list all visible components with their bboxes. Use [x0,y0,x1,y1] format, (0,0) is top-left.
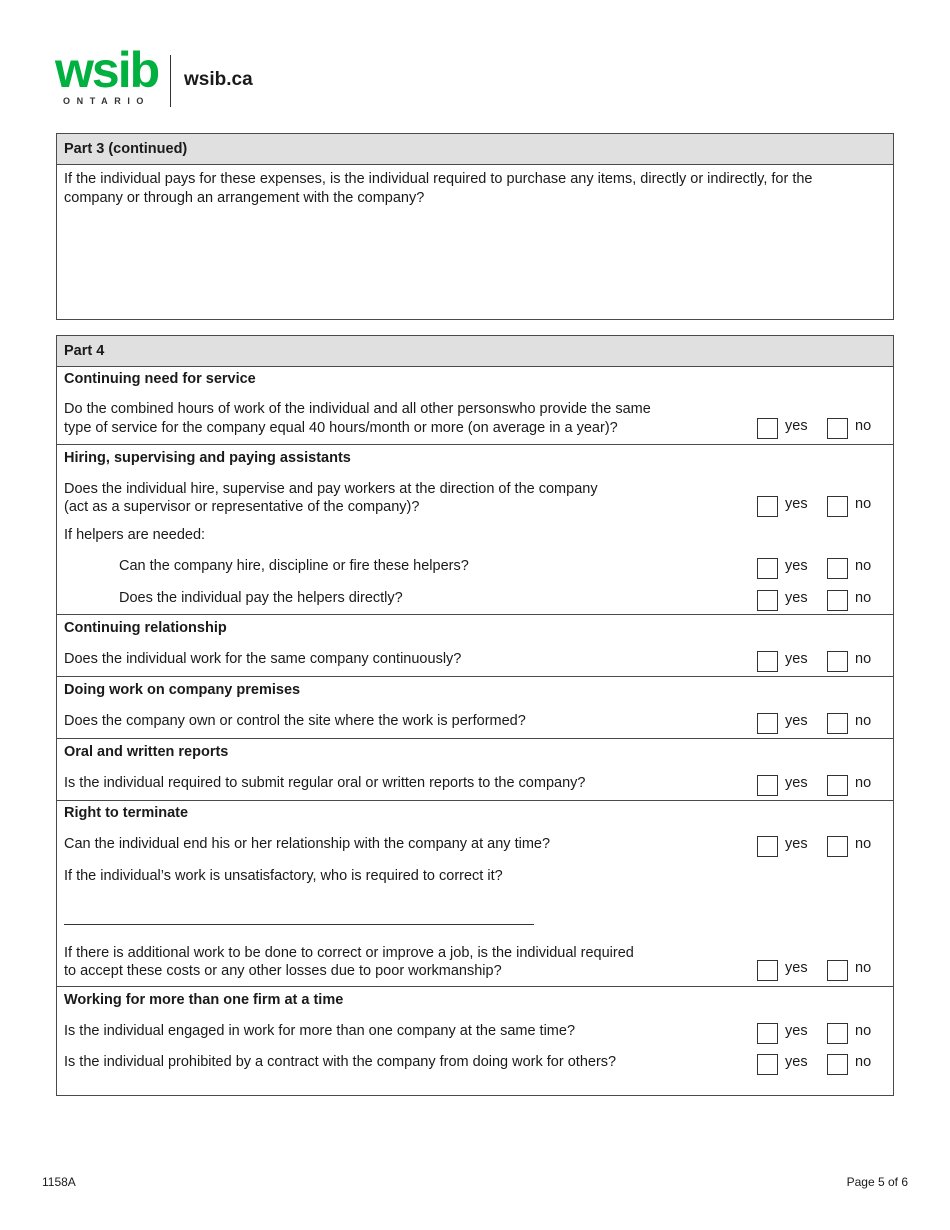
yes-label: yes [785,1023,808,1039]
yes-label: yes [785,713,808,729]
no-label: no [855,558,872,574]
no-checkbox[interactable] [827,651,848,672]
continuing-need-section [57,366,893,444]
yes-checkbox[interactable] [757,651,778,672]
question-text: Do the combined hours of work of the individual and all other personswho provide the same [64,401,651,417]
question-text: Is the individual engaged in work for more than one company at the same time? [64,1023,576,1039]
yes-checkbox[interactable] [757,496,778,517]
yes-label: yes [785,960,808,976]
part3-header [57,134,893,165]
no-label: no [855,496,872,512]
question-text: Does the individual work for the same company continuously? [64,651,462,667]
yes-label: yes [785,836,808,852]
no-label: no [855,1054,872,1070]
yes-label: yes [785,590,808,606]
part3-section [56,133,894,320]
page-number: Page 5 of 6 [846,1175,908,1189]
question-text: (act as a supervisor or representative of the company)? [64,499,420,515]
no-label: no [855,775,872,791]
yes-checkbox[interactable] [757,1023,778,1044]
no-checkbox[interactable] [827,558,848,579]
question-text: Does the individual hire, supervise and pay workers at the direction of the company [64,481,598,497]
yes-checkbox[interactable] [757,713,778,734]
section-heading: Hiring, supervising and paying assistants [64,450,351,466]
yes-label: yes [785,1054,808,1070]
section-heading: Continuing relationship [64,620,227,636]
no-checkbox[interactable] [827,1054,848,1075]
section-heading: Working for more than one firm at a time [64,992,344,1008]
no-checkbox[interactable] [827,775,848,796]
premises-section [57,676,893,739]
logo-divider [170,55,171,107]
no-checkbox[interactable] [827,418,848,439]
question-text: Is the individual required to submit regular oral or written reports to the company? [64,775,586,791]
yes-label: yes [785,496,808,512]
yes-label: yes [785,651,808,667]
helpers-intro: If helpers are needed: [64,527,206,543]
yes-checkbox[interactable] [757,960,778,981]
part4-section [56,335,894,1096]
no-label: no [855,836,872,852]
yes-checkbox[interactable] [757,558,778,579]
yes-label: yes [785,558,808,574]
question-text: Does the individual pay the helpers directly? [119,590,403,606]
logo-wordmark: wsib [55,42,159,98]
yes-checkbox[interactable] [757,836,778,857]
multi-firm-section [57,986,893,1096]
yes-label: yes [785,775,808,791]
part3-title: Part 3 (continued) [64,141,188,157]
no-checkbox[interactable] [827,960,848,981]
no-label: no [855,590,872,606]
yes-checkbox[interactable] [757,590,778,611]
question-text: Does the company own or control the site where the work is performed? [64,713,526,729]
question-text: If the individual’s work is unsatisfactory, who is required to correct it? [64,868,503,884]
no-label: no [855,418,872,434]
terminate-section [57,800,893,987]
answer-line[interactable] [64,924,534,925]
question-text: Can the individual end his or her relationship with the company at any time? [64,836,551,852]
part4-title: Part 4 [64,343,105,359]
no-label: no [855,1023,872,1039]
question-text: If there is additional work to be done to correct or improve a job, is the individual required [64,945,634,961]
no-checkbox[interactable] [827,713,848,734]
part4-header [57,336,893,367]
hiring-section [57,444,893,615]
no-checkbox[interactable] [827,836,848,857]
wsib-logo [55,42,159,107]
no-label: no [855,960,872,976]
part3-answer-area[interactable] [64,212,884,312]
question-text: Is the individual prohibited by a contract with the company from doing work for others? [64,1054,617,1070]
yes-checkbox[interactable] [757,1054,778,1075]
continuing-relationship-section [57,614,893,677]
section-heading: Right to terminate [64,805,189,821]
reports-section [57,738,893,801]
logo-subtitle: ONTARIO [63,96,151,106]
site-url: wsib.ca [184,69,253,90]
part3-question-line1: If the individual pays for these expenses, is the individual required to purchase any items, directly or indirectly, for the [64,171,813,187]
no-checkbox[interactable] [827,590,848,611]
question-text: type of service for the company equal 40 hours/month or more (on average in a year)? [64,420,618,436]
yes-label: yes [785,418,808,434]
no-label: no [855,713,872,729]
question-text: to accept these costs or any other losses due to poor workmanship? [64,963,502,979]
section-heading: Continuing need for service [64,371,256,387]
part3-question-line2: company or through an arrangement with the company? [64,190,425,206]
question-text: Can the company hire, discipline or fire these helpers? [119,558,469,574]
section-heading: Oral and written reports [64,744,229,760]
yes-checkbox[interactable] [757,775,778,796]
section-heading: Doing work on company premises [64,682,301,698]
no-checkbox[interactable] [827,496,848,517]
no-checkbox[interactable] [827,1023,848,1044]
yes-checkbox[interactable] [757,418,778,439]
form-number: 1158A [42,1175,76,1189]
no-label: no [855,651,872,667]
